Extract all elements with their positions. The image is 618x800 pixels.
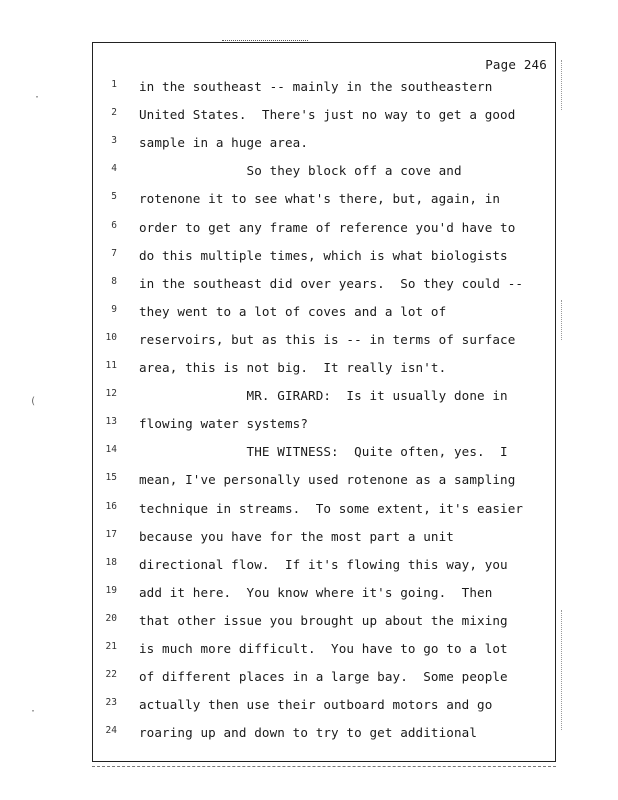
line-text: So they block off a cove and xyxy=(139,163,462,179)
transcript-line xyxy=(93,470,555,494)
line-text: roaring up and down to try to get additional xyxy=(139,725,478,741)
line-number: 24 xyxy=(105,725,117,737)
line-number: 3 xyxy=(111,135,117,147)
transcript-line xyxy=(93,358,555,382)
line-number: 2 xyxy=(111,107,117,119)
line-text: order to get any frame of reference you'd have to xyxy=(139,219,516,235)
transcript-line xyxy=(93,414,555,438)
scan-artifact-right xyxy=(561,300,562,340)
line-text: flowing water systems? xyxy=(139,416,309,432)
margin-speck: · xyxy=(34,92,41,103)
line-text: United States. There's just no way to get a good xyxy=(139,107,516,123)
line-text: in the southeast -- mainly in the southeastern xyxy=(139,79,493,94)
transcript-line xyxy=(93,639,555,663)
line-number: 13 xyxy=(105,416,117,428)
line-number: 10 xyxy=(105,331,117,343)
transcript-line xyxy=(93,442,555,466)
line-number: 9 xyxy=(111,303,117,315)
line-text: sample in a huge area. xyxy=(139,135,309,151)
line-text: actually then use their outboard motors and go xyxy=(139,697,493,713)
line-text: reservoirs, but as this is -- in terms of surface xyxy=(139,331,516,347)
scan-artifact-right xyxy=(561,60,562,110)
line-number: 12 xyxy=(105,388,117,400)
line-text: mean, I've personally used rotenone as a sampling xyxy=(139,472,516,488)
line-number: 23 xyxy=(105,697,117,709)
line-text: directional flow. If it's flowing this way, you xyxy=(139,556,508,572)
scan-artifact-right xyxy=(561,610,562,730)
line-number: 16 xyxy=(105,500,117,512)
transcript-line xyxy=(93,189,555,213)
line-text: that other issue you brought up about the mixing xyxy=(139,612,508,628)
line-number: 7 xyxy=(111,247,117,259)
line-number: 20 xyxy=(105,612,117,624)
line-number: 1 xyxy=(111,79,117,90)
transcript-line xyxy=(93,330,555,354)
line-number: 17 xyxy=(105,528,117,540)
transcript-line xyxy=(93,499,555,523)
line-text: rotenone it to see what's there, but, again, in xyxy=(139,191,501,207)
transcript-line xyxy=(93,274,555,298)
line-text: because you have for the most part a unit xyxy=(139,528,454,544)
transcript-line xyxy=(93,133,555,157)
transcript-line xyxy=(93,695,555,719)
line-text: MR. GIRARD: Is it usually done in xyxy=(139,388,508,404)
line-number: 14 xyxy=(105,444,117,456)
line-number: 21 xyxy=(105,641,117,652)
line-text: technique in streams. To some extent, it's easier xyxy=(139,500,524,516)
transcript-line xyxy=(93,386,555,410)
line-number: 6 xyxy=(111,219,117,231)
line-number: 5 xyxy=(111,191,117,203)
scan-artifact-bottom xyxy=(92,766,556,767)
margin-speck: ( xyxy=(30,396,37,407)
margin-speck: · xyxy=(30,706,37,717)
line-text: THE WITNESS: Quite often, yes. I xyxy=(139,444,508,460)
line-text: is much more difficult. You have to go to a lot xyxy=(139,641,508,656)
line-number: 4 xyxy=(111,163,117,175)
transcript-line xyxy=(93,555,555,579)
line-text: they went to a lot of coves and a lot of xyxy=(139,303,447,319)
transcript-line xyxy=(93,302,555,326)
page-number: Page 246 xyxy=(485,57,547,72)
line-text: of different places in a large bay. Some people xyxy=(139,669,508,685)
transcript-line xyxy=(93,583,555,607)
transcript-line xyxy=(93,723,555,747)
transcript-lines xyxy=(93,43,555,761)
line-text: in the southeast did over years. So they could -- xyxy=(139,275,524,291)
transcript-page xyxy=(92,42,556,762)
line-number: 19 xyxy=(105,584,117,596)
transcript-line xyxy=(93,246,555,270)
transcript-line xyxy=(93,77,555,101)
transcript-line xyxy=(93,667,555,691)
transcript-line xyxy=(93,105,555,129)
transcript-line xyxy=(93,218,555,242)
line-text: add it here. You know where it's going. Then xyxy=(139,584,493,600)
line-text: do this multiple times, which is what biologists xyxy=(139,247,508,263)
line-text: area, this is not big. It really isn't. xyxy=(139,360,447,375)
line-number: 22 xyxy=(105,669,117,681)
line-number: 8 xyxy=(111,275,117,287)
line-number: 11 xyxy=(105,360,117,371)
line-number: 15 xyxy=(105,472,117,484)
transcript-line xyxy=(93,527,555,551)
transcript-line xyxy=(93,611,555,635)
line-number: 18 xyxy=(105,556,117,568)
transcript-line xyxy=(93,161,555,185)
